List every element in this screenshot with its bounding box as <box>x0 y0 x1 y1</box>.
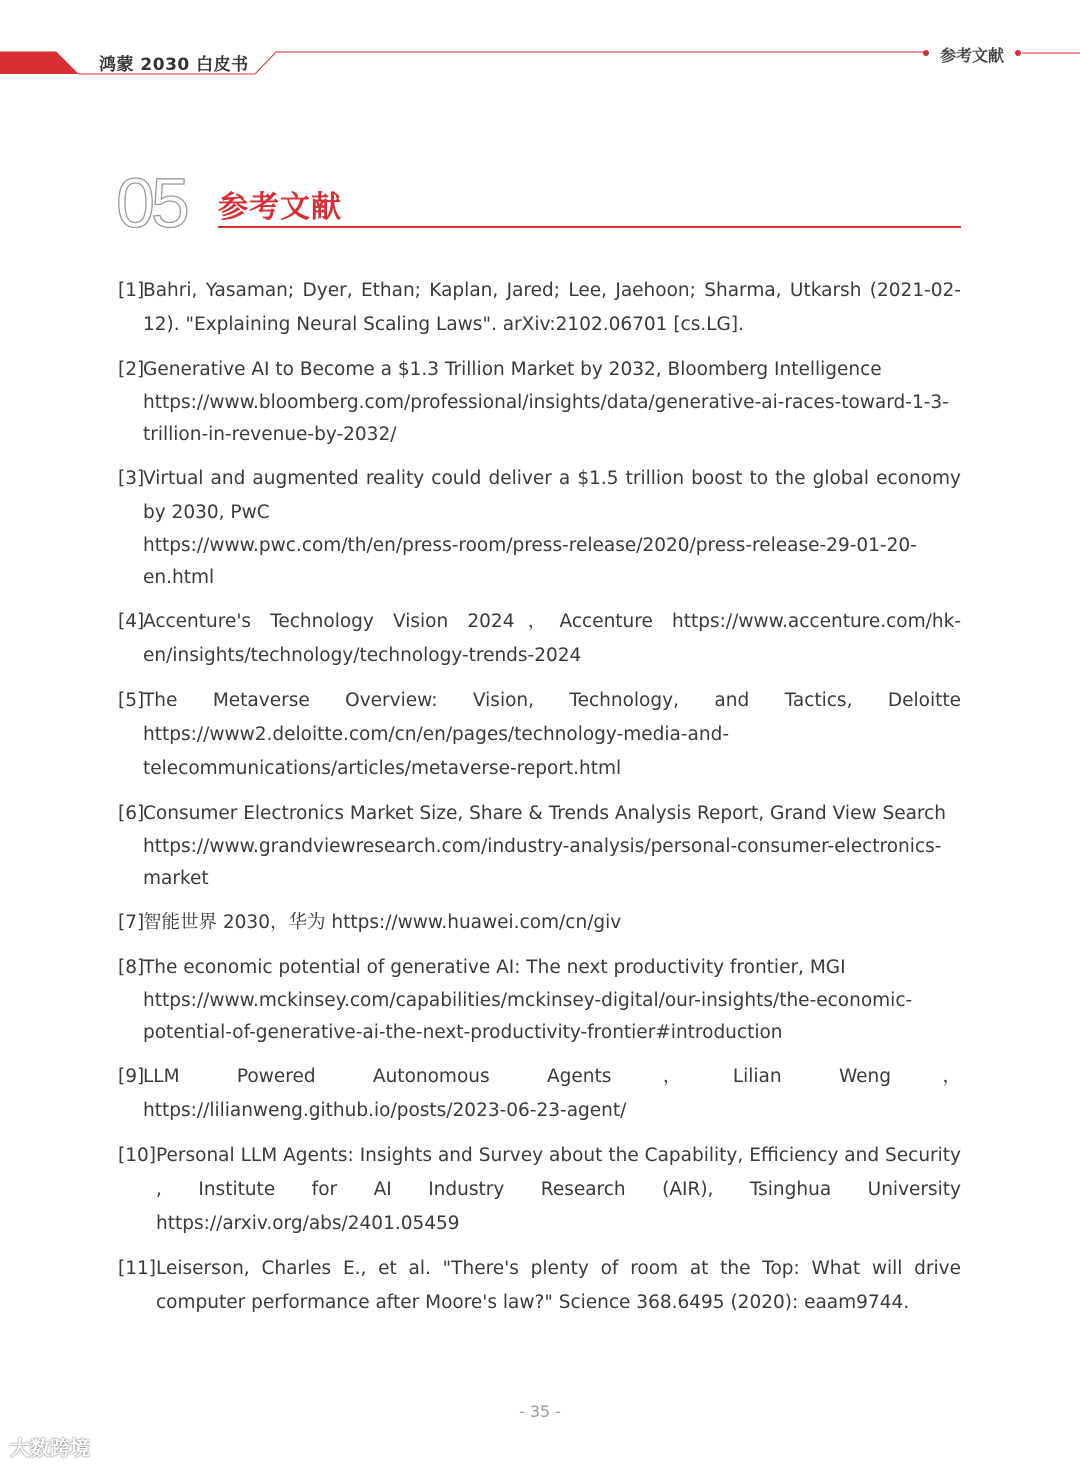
reference-text: 智能世界 2030，华为 https://www.huawei.com/cn/giv <box>143 912 622 933</box>
reference-number: [11] <box>118 1258 156 1279</box>
reference-item-11 <box>118 1252 961 1320</box>
section-title-underline <box>218 226 961 228</box>
reference-number: [4] <box>118 611 145 632</box>
reference-url-link[interactable]: https://www.mckinsey.com/capabilities/mckinsey-digital/our-insights/the-economic-potential-of-generative-ai-the-next-productivity-frontier#introduction <box>143 990 913 1043</box>
reference-number: [7] <box>118 912 145 933</box>
reference-item-10 <box>118 1139 961 1241</box>
reference-text: Generative AI to Become a $1.3 Trillion Market by 2032, Bloomberg Intelligence <box>143 359 882 380</box>
reference-number: [1] <box>118 280 145 301</box>
reference-number: [10] <box>118 1145 156 1166</box>
reference-text: Accenture's Technology Vision 2024，Accenture https://www.accenture.com/hk-en/insights/technology/technology-trends-2024 <box>143 611 961 666</box>
reference-number: [6] <box>118 803 145 824</box>
reference-number: [9] <box>118 1066 145 1087</box>
header-dot-right <box>1015 50 1021 56</box>
header-rule-lines <box>0 0 1080 90</box>
reference-item-3 <box>118 462 961 594</box>
reference-number: [3] <box>118 468 145 489</box>
reference-number: [8] <box>118 957 145 978</box>
reference-text: Personal LLM Agents: Insights and Survey about the Capability, Efficiency and Security , Institute for AI Industry Research (AIR), Tsinghua University https://arxiv.org/abs/2401.05459 <box>156 1145 961 1234</box>
reference-text: The economic potential of generative AI: The next productivity frontier, MGI <box>143 957 846 978</box>
reference-number: [2] <box>118 359 145 380</box>
section-title: 参考文献 <box>218 190 342 225</box>
section-number: 05 <box>116 164 186 242</box>
reference-item-9 <box>118 1060 961 1128</box>
header-title: 鸿蒙 2030 白皮书 <box>99 55 249 75</box>
reference-text: Bahri, Yasaman; Dyer, Ethan; Kaplan, Jared; Lee, Jaehoon; Sharma, Utkarsh (2021-02-12). "Explaining Neural Scaling Laws". arXiv:2102.06701 [cs.LG]. <box>143 280 961 335</box>
reference-item-8 <box>118 951 961 1049</box>
reference-text: Leiserson, Charles E., et al. "There's plenty of room at the Top: What will drive computer performance after Moore's law?" Science 368.6495 (2020): eaam9744. <box>156 1258 961 1313</box>
reference-text: Virtual and augmented reality could deliver a $1.5 trillion boost to the global economy by 2030, PwC <box>143 468 961 523</box>
reference-text: The Metaverse Overview: Vision, Technology, and Tactics, Deloitte https://www2.deloitte.com/cn/en/pages/technology-media-and-telecommunications/articles/metaverse-report.html <box>143 690 961 779</box>
reference-list <box>118 274 961 1331</box>
reference-url-link[interactable]: https://www.grandviewresearch.com/industry-analysis/personal-consumer-electronics-market <box>143 836 942 889</box>
watermark-logo: 大数跨境 <box>10 1436 90 1460</box>
reference-url-link[interactable]: https://www.bloomberg.com/professional/insights/data/generative-ai-races-toward-1-3-trillion-in-revenue-by-2032/ <box>143 392 949 445</box>
reference-item-4 <box>118 605 961 673</box>
page-number: - 35 - <box>518 1402 562 1421</box>
header-section-label: 参考文献 <box>940 46 1005 65</box>
reference-text: Consumer Electronics Market Size, Share & Trends Analysis Report, Grand View Search <box>143 803 947 824</box>
reference-text: LLM Powered Autonomous Agents，Lilian Weng，https://lilianweng.github.io/posts/2023-06-23-agent/ <box>143 1066 961 1121</box>
reference-item-2 <box>118 353 961 451</box>
reference-item-5 <box>118 684 961 786</box>
reference-url-link[interactable]: https://www.pwc.com/th/en/press-room/press-release/2020/press-release-29-01-20-en.html <box>143 535 917 588</box>
reference-item-1 <box>118 274 961 342</box>
reference-item-6 <box>118 797 961 895</box>
reference-number: [5] <box>118 690 145 711</box>
reference-item-7 <box>118 906 961 940</box>
header-dot-left <box>923 50 929 56</box>
